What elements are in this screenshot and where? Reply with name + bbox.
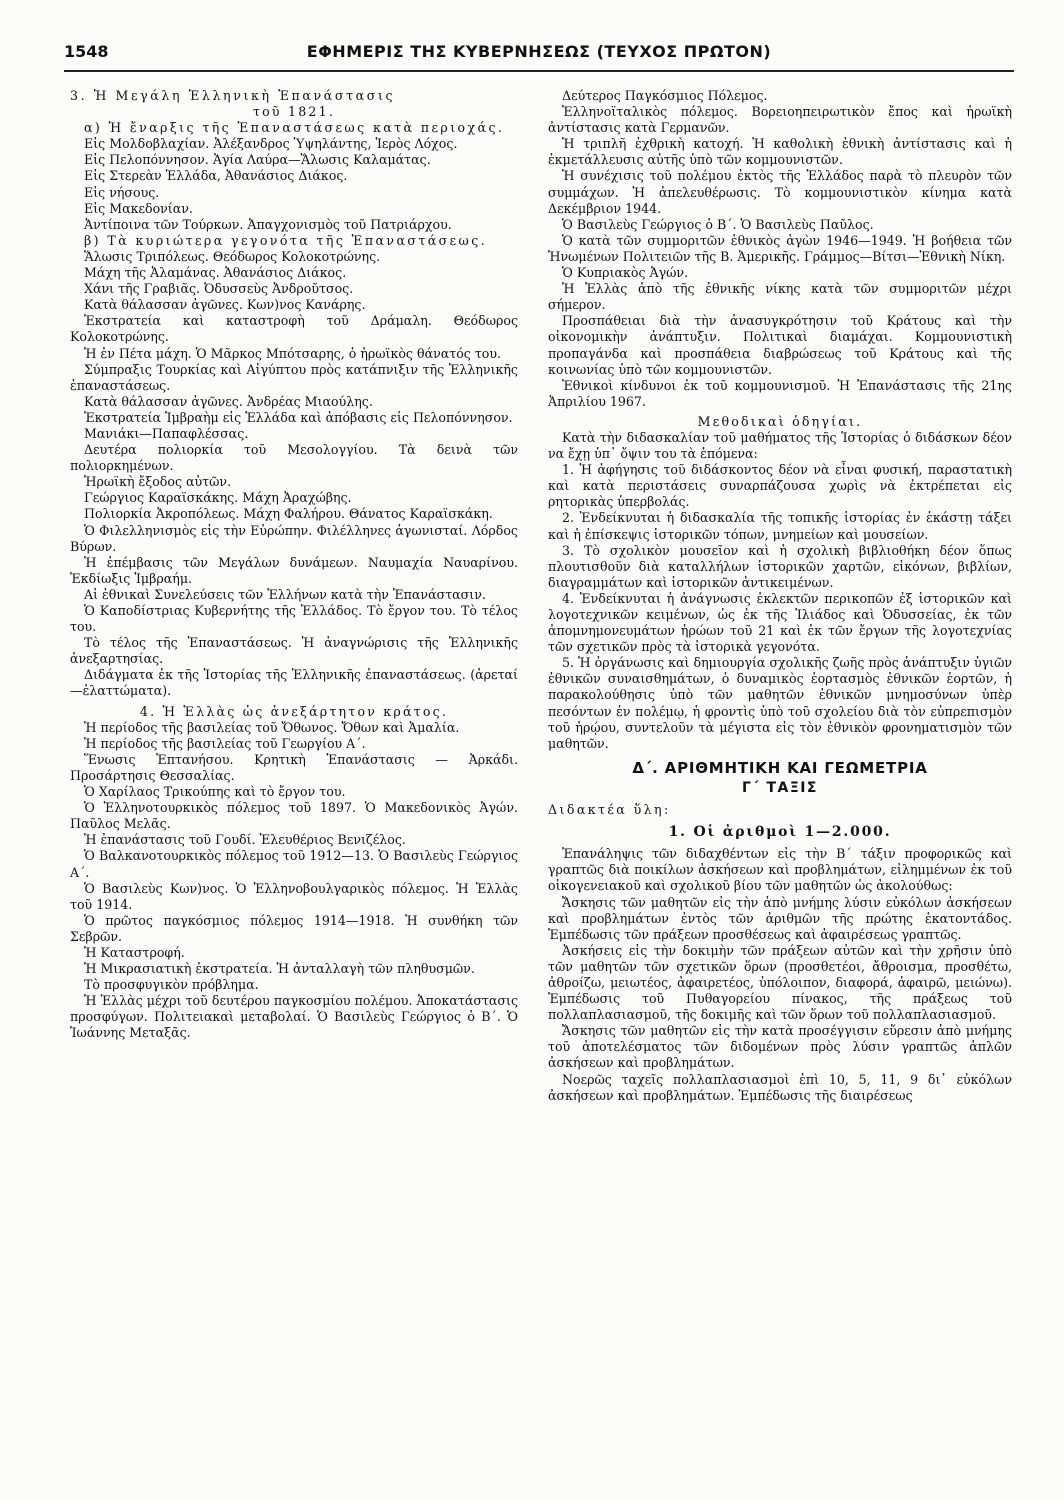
paragraph: Ἕνωσις Ἑπτανήσου. Κρητικὴ Ἐπανάστασις — Ἀρκάδι. Προσάρτησις Θεσσαλίας. [70, 751, 518, 783]
paragraph: Διδάγματα ἐκ τῆς Ἱστορίας τῆς Ἑλληνικῆς ἐπαναστάσεως. (ἀρεταί—ἐλαττώματα). [70, 667, 518, 699]
list-item: 3. Τὸ σχολικὸν μουσεῖον καὶ ἡ σχολικὴ βιβλιοθήκη δέον ὅπως πλουτισθοῦν διὰ καταλλήλων ἱστορικῶν χαρτῶν, εἰκόνων, βιβλίων, διαγραμμάτων καὶ ἱστορικῶν ἀντικειμένων. [548, 542, 1012, 590]
subsection-heading: β) Τὰ κυριώτερα γεγονότα τῆς Ἐπαναστάσεως. [84, 232, 488, 248]
list-item: 1. Ἡ ἀφήγησις τοῦ διδάσκοντος δέον νὰ εἶναι φυσική, παραστατικὴ καὶ κατὰ περιστάσεις συναρπάζουσα χωρὶς νὰ ἐκτρέπεται εἰς ρητορικὰς ὑπερβολάς. [548, 462, 1012, 510]
paragraph: Ὁ Ἑλληνοτουρκικὸς πόλεμος τοῦ 1897. Ὁ Μακεδονικὸς Ἀγών. Παῦλος Μελᾶς. [70, 800, 518, 832]
paragraph: Σύμπραξις Τουρκίας καὶ Αἰγύπτου πρὸς κατάπνιξιν τῆς Ἑλληνικῆς ἐπαναστάσεως. [70, 361, 518, 393]
paragraph: Πολιορκία Ἀκροπόλεως. Μάχη Φαλήρου. Θάνατος Καραϊσκάκη. [84, 506, 493, 522]
paragraph: Ἡ ἐπέμβασις τῶν Μεγάλων δυνάμεων. Ναυμαχία Ναυαρίνου. Ἐκδίωξις Ἰμβραήμ. [70, 554, 518, 586]
paragraph: Εἰς Πελοπόννησον. Ἁγία Λαύρα—Ἅλωσις Καλαμάτας. [84, 152, 431, 168]
paragraph: Ὁ πρῶτος παγκόσμιος πόλεμος 1914—1918. Ἡ συνθήκη τῶν Σεβρῶν. [70, 912, 518, 944]
paragraph: Ἅλωσις Τριπόλεως. Θεόδωρος Κολοκοτρώνης. [84, 248, 381, 264]
class-heading: Γ΄ ΤΑΞΙΣ [742, 779, 818, 796]
section-heading: 3. Ἡ Μεγάλη Ἑλληνικὴ Ἐπανάστασις [70, 88, 396, 103]
list-item: 5. Ἡ ὀργάνωσις καὶ δημιουργία σχολικῆς ζωῆς πρὸς ἀνάπτυξιν ὑγιῶν ἐθνικῶν συναισθημάτων, ὁ δυναμικὸς ἑορτασμὸς ἐθνικῶν ἑορτῶν, ἡ παρακολούθησις ὑπὸ τῶν μαθητῶν ἐθνικῶν μνημοσύνων ὑπὲρ πεσόντων ἐν πολέμῳ, ἡ φροντὶς ὑπὸ τοῦ σχολείου διὰ τὸν εὐπρεπισμὸν τοῦ ἡρῴου, συντελοῦν τὰ μέγιστα εἰς τὸν ἐθνικὸν φρονηματισμὸν τῶν μαθητῶν. [548, 655, 1012, 751]
paragraph: Ἡ συνέχισις τοῦ πολέμου ἐκτὸς τῆς Ἑλλάδος παρὰ τὸ πλευρὸν τῶν συμμάχων. Ἡ ἀπελευθέρωσις. Τὸ κομμουνιστικὸν κίνημα κατὰ Δεκέμβριον 1944. [548, 168, 1012, 216]
paragraph: Ἡ περίοδος τῆς βασιλείας τοῦ Ὄθωνος. Ὄθων καὶ Ἀμαλία. [84, 719, 460, 735]
paragraph: Ἐκστρατεία Ἰμβραὴμ εἰς Ἑλλάδα καὶ ἀπόβασις εἰς Πελοπόννησον. [84, 409, 513, 425]
paragraph: Γεώργιος Καραϊσκάκης. Μάχη Ἀραχώβης. [84, 490, 352, 506]
subsection-heading: α) Ἡ ἔναρξις τῆς Ἐπαναστάσεως κατὰ περιοχάς. [84, 120, 505, 136]
paragraph: Ὁ κατὰ τῶν συμμοριτῶν ἐθνικὸς ἀγὼν 1946—1949. Ἡ βοήθεια τῶν Ἡνωμένων Πολιτειῶν τῆς Β. Ἀμερικῆς. Γράμμος—Βίτσι—Ἐθνικὴ Νίκη. [548, 232, 1012, 264]
paragraph: Ἀντίποινα τῶν Τούρκων. Ἀπαγχονισμὸς τοῦ Πατριάρχου. [84, 216, 452, 232]
paragraph: Ἄσκησις τῶν μαθητῶν εἰς τὴν κατὰ προσέγγισιν εὕρεσιν ἀπὸ μνήμης τοῦ ἀποτελέσματος τῶν διδομένων πρὸς λύσιν γραπτῶς ἁπλῶν ἀσκήσεων καὶ προβλημάτων. [548, 1023, 1012, 1071]
paragraph: Ἡρωϊκὴ ἔξοδος αὐτῶν. [84, 474, 232, 490]
paragraph: Κατὰ θάλασσαν ἀγῶνες. Ἀνδρέας Μιαούλης. [84, 393, 373, 409]
paragraph: Ὁ Κυπριακὸς Ἀγών. [562, 265, 689, 281]
paragraph: Μάχη τῆς Ἀλαμάνας. Ἀθανάσιος Διάκος. [84, 265, 347, 281]
left-column [70, 88, 518, 1042]
paragraph: Ὁ Φιλελληνισμὸς εἰς τὴν Εὐρώπην. Φιλέλληνες ἀγωνισταί. Λόρδος Βύρων. [70, 522, 518, 554]
paragraph: Ὁ Βασιλεὺς Κων)νος. Ὁ Ἑλληνοβουλγαρικὸς πόλεμος. Ἡ Ἑλλὰς τοῦ 1914. [70, 880, 518, 912]
paragraph: Μανιάκι—Παπαφλέσσας. [84, 425, 249, 441]
paragraph: Ἡ Ἑλλὰς μέχρι τοῦ δευτέρου παγκοσμίου πολέμου. Ἀποκατάστασις προσφύγων. Πολιτειακαὶ μεταβολαί. Ὁ Βασιλεὺς Γεώργιος ὁ Β΄. Ὁ Ἰωάννης Μεταξᾶς. [70, 993, 518, 1041]
paragraph: Εἰς Στερεὰν Ἑλλάδα, Ἀθανάσιος Διάκος. [84, 168, 348, 184]
right-column [548, 88, 1012, 1104]
paragraph: Τὸ προσφυγικὸν πρόβλημα. [84, 977, 259, 993]
paragraph: Κατὰ τὴν διδασκαλίαν τοῦ μαθήματος τῆς Ἱστορίας ὁ διδάσκων δέον να ἔχῃ ὑπ᾽ ὄψιν του τὰ ἑπόμενα: [548, 429, 1012, 462]
paragraph: Ἐθνικοὶ κίνδυνοι ἐκ τοῦ κομμουνισμοῦ. Ἡ Ἐπανάστασις τῆς 21ης Ἀπριλίου 1967. [548, 377, 1012, 409]
paragraph: Ἀσκήσεις εἰς τὴν δοκιμὴν τῶν πράξεων αὐτῶν καὶ τὴν χρῆσιν ὑπὸ τῶν μαθητῶν τῶν σχετικῶν ὅρων (προσθετέοι, ἄθροισμα, προσθέτω, ἀθροίζω, μειωτέος, ἀφαιρετέος, ὑπόλοιπον, διαφορά, ἀφαιρῶ, μειώνω). Ἐμπέδωσις τοῦ Πυθαγορείου πίνακος, τῆς πράξεως τοῦ πολλαπλασιασμοῦ, τῆς δοκιμῆς καὶ τῶν ὅρων τοῦ πολλαπλασιασμοῦ. [548, 942, 1012, 1023]
paragraph: Ἡ Μικρασιατικὴ ἐκστρατεία. Ἡ ἀνταλλαγὴ τῶν πληθυσμῶν. [84, 961, 475, 977]
paragraph: Δεύτερος Παγκόσμιος Πόλεμος. [562, 88, 768, 103]
list-item: 2. Ἐνδείκνυται ἡ διδασκαλία τῆς τοπικῆς ἱστορίας ἐν ἑκάστῃ τάξει καὶ ἡ ἐπίσκεψις ἱστορικῶν τόπων, μνημείων καὶ μουσείων. [548, 510, 1012, 542]
paragraph: Ὁ Βαλκανοτουρκικὸς πόλεμος τοῦ 1912—13. Ὁ Βασιλεὺς Γεώργιος Α΄. [70, 848, 518, 880]
paragraph: Χάνι τῆς Γραβιᾶς. Ὀδυσσεὺς Ἀνδροῦτσος. [84, 281, 354, 297]
paragraph: Ἐπανάληψις τῶν διδαχθέντων εἰς τὴν Β΄ τάξιν προφορικῶς καὶ γραπτῶς διὰ ποικίλων ἀσκήσεων καὶ προβλημάτων, εἰλημμένων ἐκ τοῦ οἰκογενειακοῦ καὶ σχολικοῦ βίου τῶν μαθητῶν ὡς ἀκολούθως: [548, 846, 1012, 894]
chapter-heading: Δ΄. ΑΡΙΘΜΗΤΙΚΗ ΚΑΙ ΓΕΩΜΕΤΡΙΑ [632, 758, 928, 777]
page-number: 1548 [64, 42, 109, 61]
paragraph: Ἡ περίοδος τῆς βασιλείας τοῦ Γεωργίου Α΄. [84, 735, 366, 751]
topic-heading: 1. Οἱ ἀριθμοὶ 1—2.000. [668, 824, 892, 841]
subsection-heading: Διδακτέα ὕλη: [548, 802, 671, 818]
paragraph: Προσπάθειαι διὰ τὴν ἀνασυγκρότησιν τοῦ Κράτους καὶ τὴν οἰκονομικὴν ἀνάπτυξιν. Πολιτικαὶ διαμάχαι. Κομμουνιστικὴ προπαγάνδα καὶ προσπάθεια διαβρώσεως τοῦ Κράτους καὶ τῆς κοινωνίας ὑπὸ τῶν κομμουνιστῶν. [548, 313, 1012, 377]
section-heading: 4. Ἡ Ἑλλὰς ὡς ἀνεξάρτητον κράτος. [139, 703, 449, 719]
paragraph: Ἑλληνοϊταλικὸς πόλεμος. Βορειοηπειρωτικὸν ἔπος καὶ ἡρωϊκὴ ἀντίστασις κατὰ Γερμανῶν. [548, 104, 1012, 136]
paragraph: Ἡ τριπλῆ ἐχθρικὴ κατοχή. Ἡ καθολικὴ ἐθνικὴ ἀντίστασις καὶ ἡ ἐκμετάλλευσις αὐτῆς ὑπὸ τῶν κομμουνιστῶν. [548, 136, 1012, 168]
section-heading: Μεθοδικαὶ ὁδηγίαι. [697, 413, 863, 429]
paragraph: Εἰς Μολδοβλαχίαν. Ἀλέξανδρος Ὑψηλάντης, Ἱερὸς Λόχος. [84, 136, 458, 152]
paragraph: Ἡ Καταστροφή. [84, 944, 185, 960]
paragraph: Ὁ Χαρίλαος Τρικούπης καὶ τὸ ἔργον του. [84, 784, 346, 800]
page-header [64, 36, 1014, 72]
paragraph: Ὁ Καποδίστριας Κυβερνήτης τῆς Ἑλλάδος. Τὸ ἔργον του. Τὸ τέλος του. [70, 603, 518, 635]
paragraph: Δευτέρα πολιορκία τοῦ Μεσολογγίου. Τὰ δεινὰ τῶν πολιορκημένων. [70, 442, 518, 474]
gazette-title: ΕΦΗΜΕΡΙΣ ΤΗΣ ΚΥΒΕΡΝΗΣΕΩΣ (ΤΕΥΧΟΣ ΠΡΩΤΟΝ) [306, 42, 772, 61]
paragraph: Ἡ Ἑλλὰς ἀπὸ τῆς ἐθνικῆς νίκης κατὰ τῶν συμμοριτῶν μέχρι σήμερον. [548, 281, 1012, 313]
paragraph: Τὸ τέλος τῆς Ἐπαναστάσεως. Ἡ ἀναγνώρισις τῆς Ἑλληνικῆς ἀνεξαρτησίας. [70, 635, 518, 667]
paragraph: Ἡ ἐπανάστασις τοῦ Γουδί. Ἐλευθέριος Βενιζέλος. [84, 832, 406, 848]
paragraph: Νοερῶς ταχεῖς πολλαπλασιασμοὶ ἐπὶ 10, 5, 11, 9 δι᾽ εὐκόλων ἀσκήσεων καὶ προβλημάτων. Ἐμπέδωσις τῆς διαιρέσεως [548, 1071, 1012, 1103]
paragraph: Εἰς νήσους. [84, 184, 160, 200]
list-item: 4. Ἐνδείκνυται ἡ ἀνάγνωσις ἐκλεκτῶν περικοπῶν ἐξ ἱστορικῶν καὶ λογοτεχνικῶν κειμένων, ὡς ἐκ τῆς Ἰλιάδος καὶ Ὀδυσσείας, ἐκ τῶν ἀπομνημονευμάτων ἡρώων τοῦ 21 καὶ ἐκ τῶν ἔργων τῆς λογοτεχνίας τῶν σχετικῶν πρὸς τὰ ἱστορικὰ γεγονότα. [548, 590, 1012, 655]
paragraph: Ἡ ἐν Πέτα μάχη. Ὁ Μᾶρκος Μπότσαρης, ὁ ἡρωϊκὸς θάνατός του. [84, 345, 502, 361]
paragraph: Εἰς Μακεδονίαν. [84, 200, 193, 216]
paragraph: Κατὰ θάλασσαν ἀγῶνες. Κων)νος Κανάρης. [84, 297, 366, 313]
section-heading-year: τοῦ 1821. [252, 104, 336, 120]
paragraph: Αἱ ἐθνικαὶ Συνελεύσεις τῶν Ἑλλήνων κατὰ τὴν Ἐπανάστασιν. [84, 586, 486, 602]
paragraph: Ἐκστρατεία καὶ καταστροφὴ τοῦ Δράμαλη. Θεόδωρος Κολοκοτρώνης. [70, 313, 518, 345]
paragraph: Ἄσκησις τῶν μαθητῶν εἰς τὴν ἀπὸ μνήμης λύσιν εὐκόλων ἀσκήσεων καὶ προβλημάτων ἐντὸς τῶν ἀριθμῶν τῆς πρώτης ἑκατοντάδος. Ἐμπέδωσις τῶν πράξεων προσθέσεως καὶ ἀφαιρέσεως γραπτῶς. [548, 894, 1012, 942]
paragraph: Ὁ Βασιλεὺς Γεώργιος ὁ Β΄. Ὁ Βασιλεὺς Παῦλος. [562, 216, 874, 232]
